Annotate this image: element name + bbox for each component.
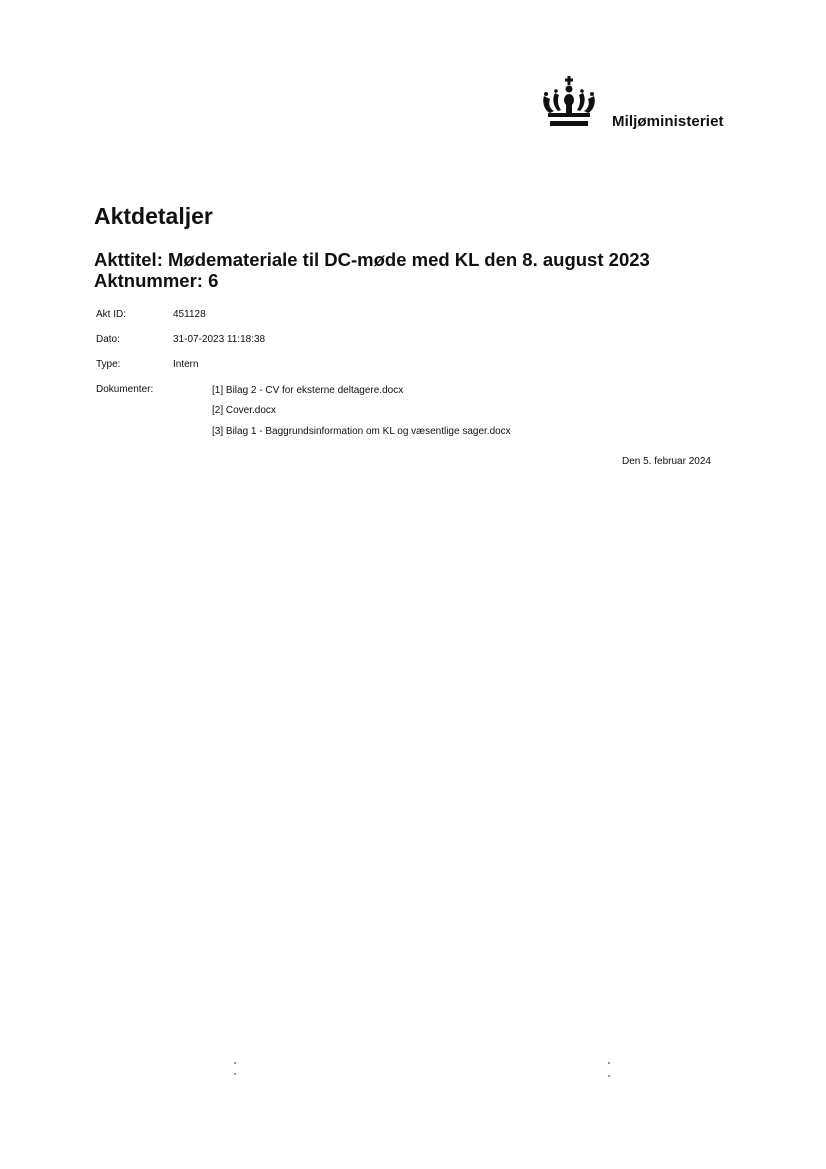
- type-value: Intern: [173, 359, 199, 370]
- page-title: Aktdetaljer: [94, 203, 213, 229]
- akt-id-label: Akt ID:: [96, 309, 127, 320]
- documents-label: Dokumenter:: [96, 384, 154, 395]
- ministry-name: Miljøministeriet: [612, 113, 724, 130]
- issue-date: Den 5. februar 2024: [622, 456, 711, 467]
- act-title: Akttitel: Mødemateriale til DC-møde med KL den 8. august 2023: [94, 249, 650, 270]
- scan-speck: [234, 1062, 236, 1064]
- document-list-item: [3] Bilag 1 - Baggrundsinformation om KL og væsentlige sager.docx: [212, 426, 511, 437]
- act-number: Aktnummer: 6: [94, 270, 219, 291]
- scan-speck: [234, 1073, 236, 1075]
- type-label: Type:: [96, 359, 121, 370]
- date-value: 31-07-2023 11:18:38: [173, 334, 266, 345]
- scan-speck: [608, 1062, 610, 1064]
- crown-logo-icon: [540, 76, 598, 130]
- document-list-item: [2] Cover.docx: [212, 405, 276, 416]
- date-label: Dato:: [96, 334, 120, 345]
- scan-speck: [608, 1075, 610, 1077]
- akt-id-value: 451128: [173, 309, 206, 320]
- document-list-item: [1] Bilag 2 - CV for eksterne deltagere.docx: [212, 385, 404, 396]
